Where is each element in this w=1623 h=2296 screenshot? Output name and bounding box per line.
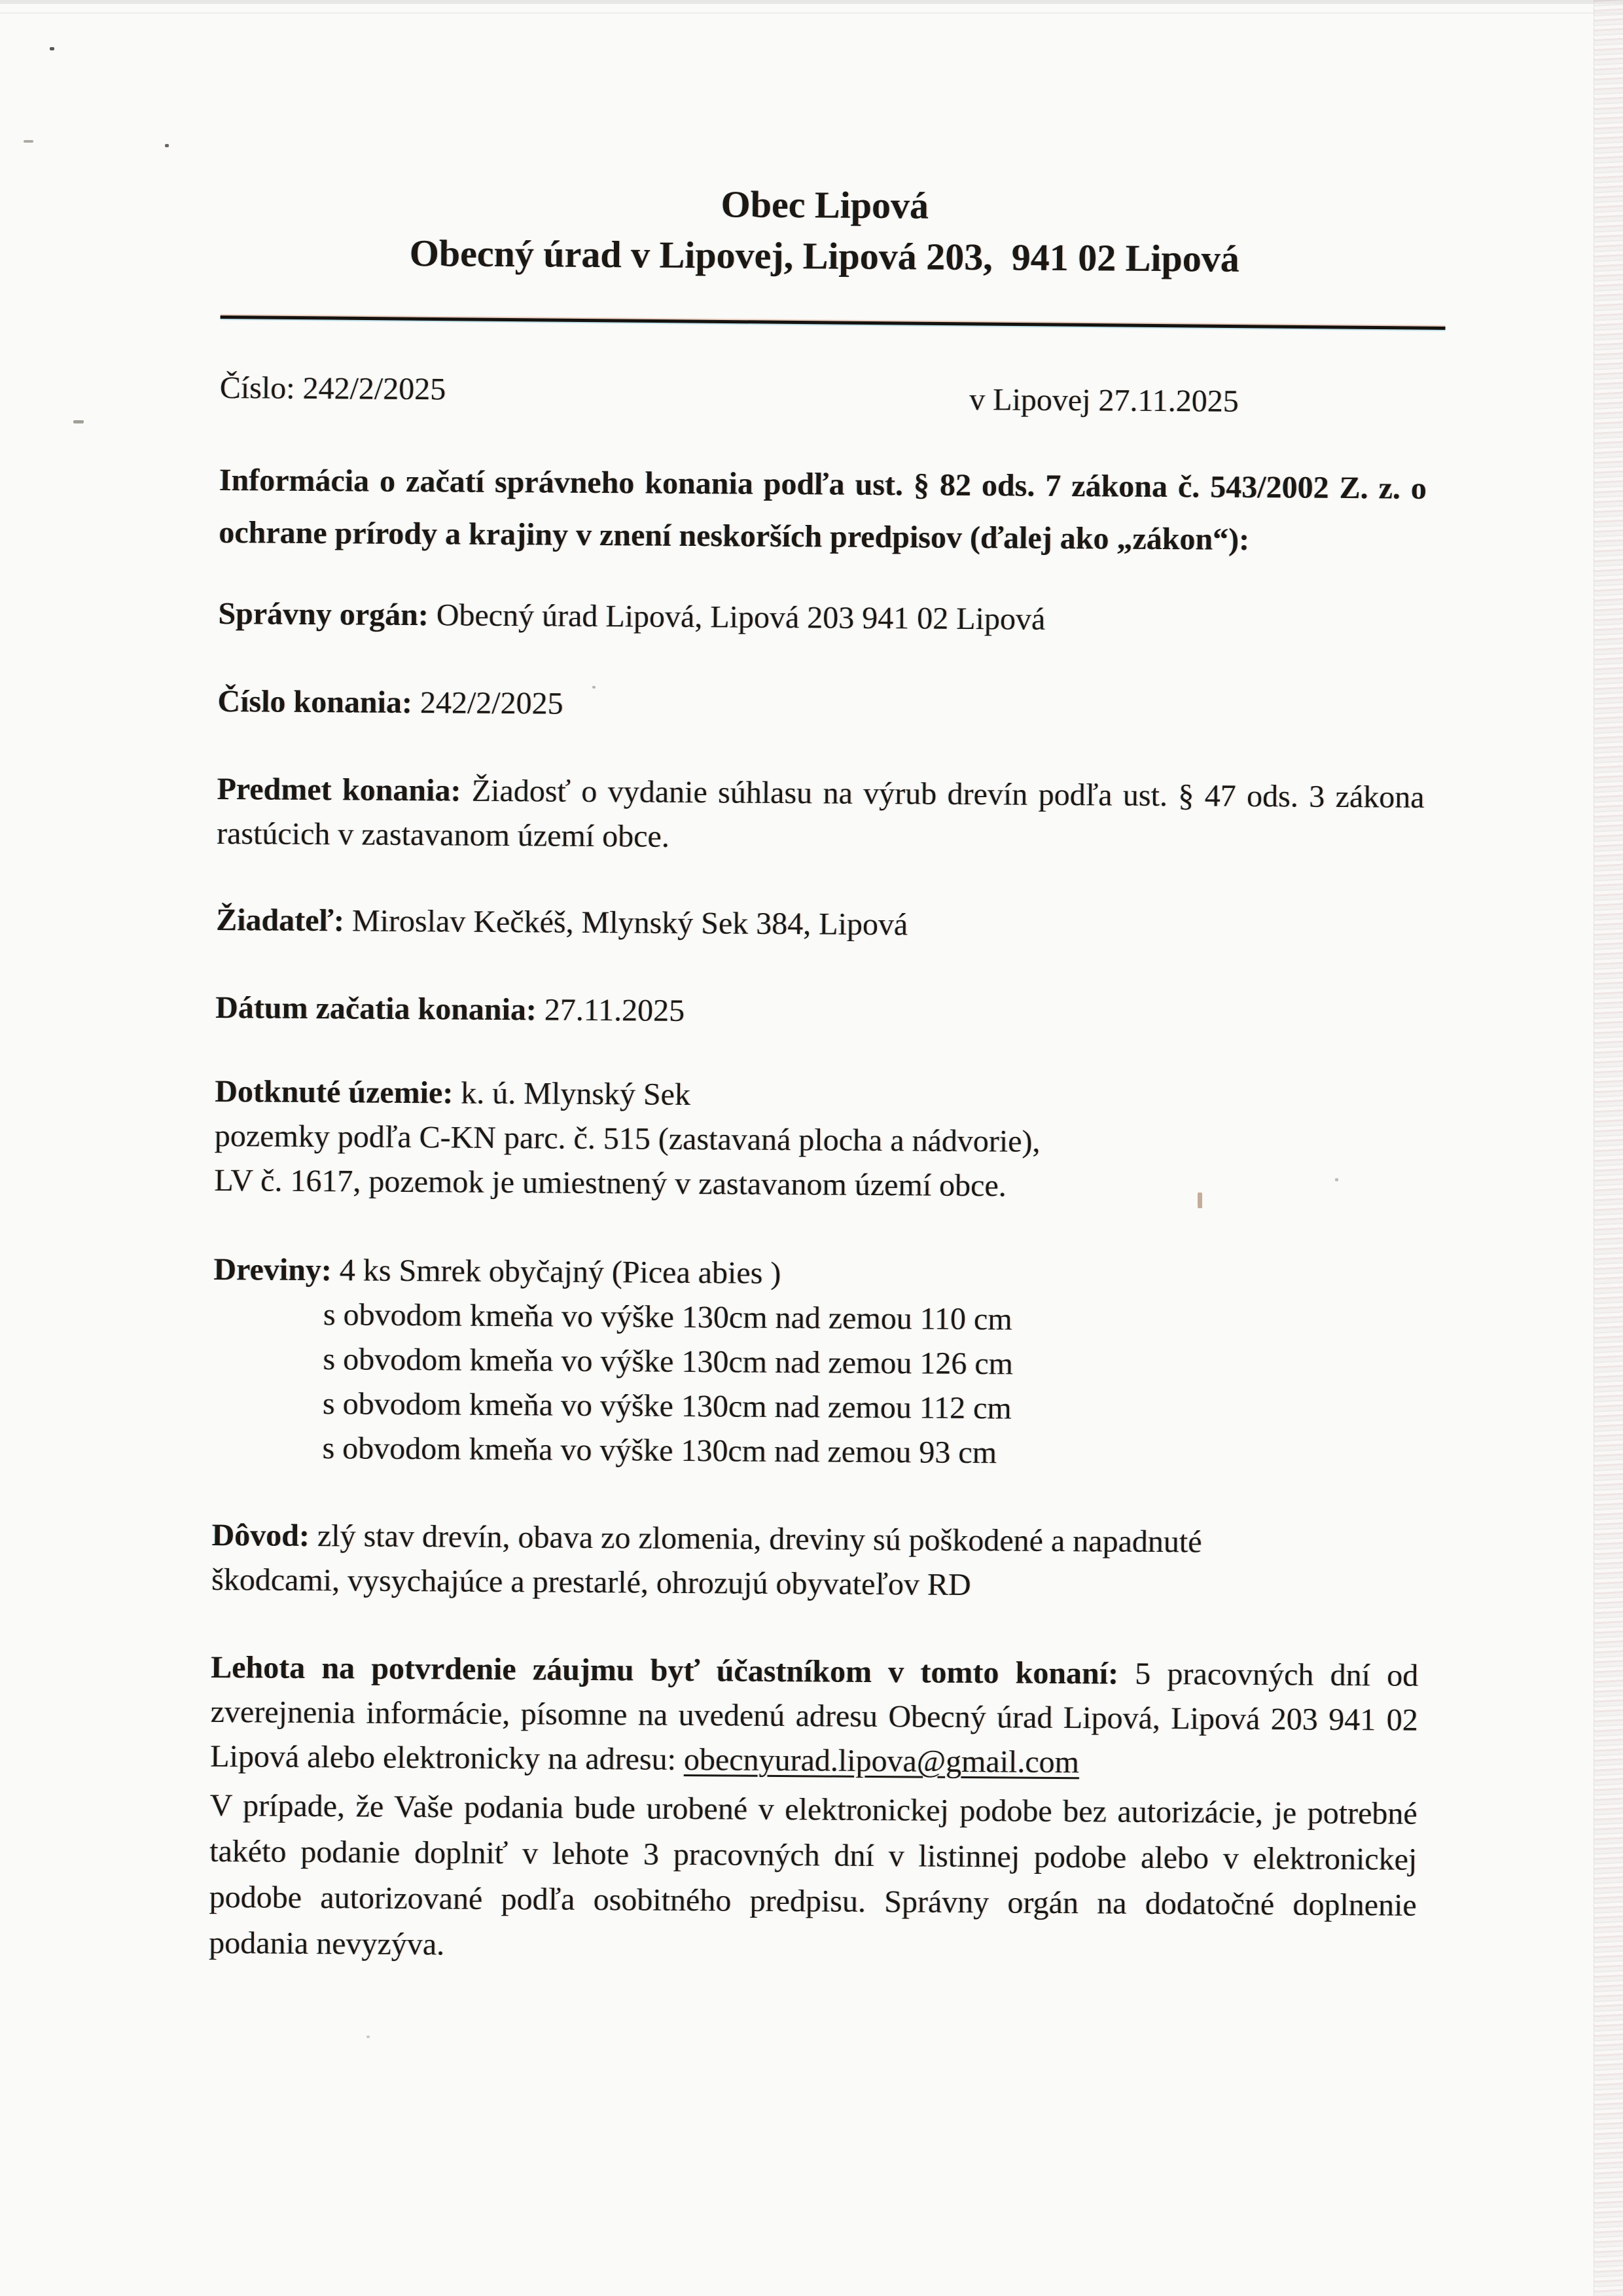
reason-line-2: škodcami, vysychajúce a prestarlé, ohrozujú obyvateľov RD	[211, 1562, 971, 1603]
tree-item: s obvodom kmeňa vo výške 130cm nad zemou 93 cm	[322, 1431, 997, 1471]
reason-paragraph	[211, 1513, 1419, 1611]
scan-speck	[366, 2036, 370, 2038]
ref-number: Číslo: 242/2/2025	[219, 370, 446, 407]
tree-item: s obvodom kmeňa vo výške 130cm nad zemou 126 cm	[323, 1342, 1014, 1382]
closing-line-4: podania nevyzýva.	[209, 1925, 445, 1962]
trees-paragraph	[212, 1247, 1421, 1479]
affected-area-line-2: pozemky podľa C-KN parc. č. 515 (zastavaná plocha a nádvorie),	[214, 1118, 1041, 1159]
case-number-line	[217, 679, 1425, 732]
reference-row	[220, 366, 1427, 419]
deadline-label: Lehota na potvrdenie záujmu byť účastníkom v tomto konaní:	[211, 1649, 1119, 1691]
authority-label: Správny orgán:	[218, 596, 429, 633]
subject-value: Žiadosť o vydanie súhlasu na výrub drevín podľa ust. § 47 ods. 3 zákona	[461, 773, 1425, 815]
closing-line-1: V prípade, že Vaše podania bude urobené v elektronickej podobe bez autorizácie, je potrebné	[209, 1787, 1418, 1831]
intro-line-1: Informácia o začatí správneho konania podľa ust. § 82 ods. 7 zákona č. 543/2002 Z. z. o	[219, 462, 1427, 506]
scan-edge-noise	[1594, 0, 1623, 2296]
subject-label: Predmet konania:	[217, 771, 461, 808]
closing-line-3: podobe autorizované podľa osobitného predpisu. Správny orgán na dodatočné doplnenie	[209, 1879, 1417, 1923]
closing-paragraph	[209, 1783, 1418, 1975]
tree-item: s obvodom kmeňa vo výške 130cm nad zemou 112 cm	[322, 1386, 1012, 1426]
intro-line-2: ochrane prírody a krajiny v znení neskorších predpisov (ďalej ako „zákon“):	[219, 514, 1250, 557]
scan-speck	[73, 420, 84, 423]
header-divider-rule	[221, 315, 1446, 330]
trees-value: 4 ks Smrek obyčajný (Picea abies )	[331, 1253, 781, 1291]
office-address: Obecný úrad v Lipovej, Lipová 203, 941 02 Lipová	[409, 232, 1240, 280]
affected-area-line-3: LV č. 1617, pozemok je umiestnený v zastavanom území obce.	[214, 1162, 1007, 1204]
deadline-value: 5 pracovných dní od	[1118, 1656, 1419, 1693]
affected-area-paragraph	[214, 1069, 1422, 1211]
tree-item: s obvodom kmeňa vo výške 130cm nad zemou 110 cm	[323, 1297, 1012, 1337]
applicant-label: Žiadateľ:	[216, 902, 345, 939]
deadline-line-3-text: Lipová alebo elektronicky na adresu:	[210, 1738, 685, 1777]
email-address: obecnyurad.lipova@gmail.com	[683, 1742, 1080, 1780]
case-number-label: Číslo konania:	[217, 683, 413, 721]
authority-value: Obecný úrad Lipová, Lipová 203 941 02 Lipová	[428, 598, 1046, 637]
deadline-paragraph	[210, 1645, 1418, 1787]
start-date-value: 27.11.2025	[536, 992, 685, 1028]
deadline-line-1	[211, 1645, 1418, 1698]
reason-label: Dôvod:	[211, 1517, 310, 1553]
place-date: v Lipovej 27.11.2025	[969, 382, 1239, 419]
deadline-line-3	[210, 1734, 1418, 1787]
document-title: Obec Lipová	[721, 183, 929, 227]
scan-speck	[165, 144, 169, 147]
reason-line-1	[211, 1513, 1419, 1566]
trees-line	[213, 1247, 1421, 1300]
affected-area-line-1	[215, 1069, 1422, 1122]
subject-line-2: rastúcich v zastavanom území obce.	[216, 816, 669, 854]
authority-line	[218, 592, 1425, 645]
document-content	[209, 0, 1430, 1975]
scan-speck	[50, 47, 54, 50]
intro-paragraph	[219, 454, 1427, 567]
affected-area-label: Dotknuté územie:	[215, 1073, 454, 1111]
start-date-label: Dátum začatia konania:	[215, 990, 537, 1028]
subject-line-1	[217, 767, 1424, 820]
letterhead	[221, 0, 1430, 286]
start-date-line	[215, 986, 1423, 1039]
case-number-value: 242/2/2025	[412, 685, 563, 721]
affected-area-value: k. ú. Mlynský Sek	[453, 1075, 691, 1113]
applicant-value: Miroslav Kečkéš, Mlynský Sek 384, Lipová	[344, 903, 908, 942]
trees-label: Dreviny:	[213, 1251, 332, 1288]
subject-paragraph	[217, 767, 1425, 865]
applicant-line	[216, 898, 1423, 951]
deadline-line-2: zverejnenia informácie, písomne na uvedenú adresu Obecný úrad Lipová, Lipová 203 941 02	[210, 1694, 1418, 1738]
reason-value: zlý stav drevín, obava zo zlomenia, dreviny sú poškodené a napadnuté	[309, 1518, 1202, 1560]
scan-speck	[24, 140, 33, 143]
closing-line-2: takéto podanie doplniť v lehote 3 pracovných dní v listinnej podobe alebo v elektronickej	[209, 1833, 1418, 1877]
